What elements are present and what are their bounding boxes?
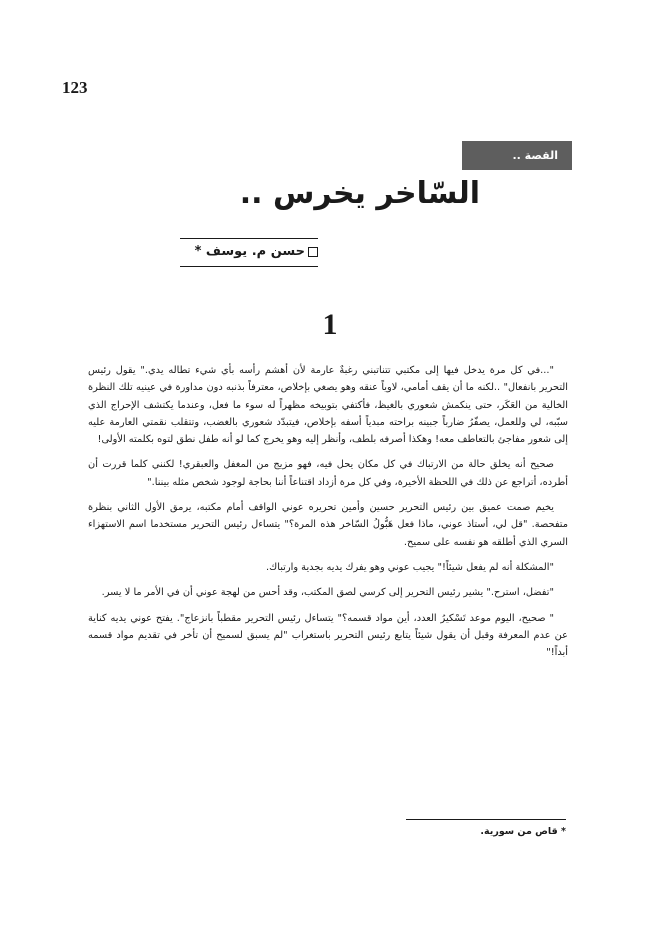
- paragraph: "تفضل، استرح." يشير رئيس التحرير إلى كرسي لصق المكتب، وقد أحس من لهجة عوني أن في الأمر ما لا يسر.: [101, 587, 554, 599]
- author-top-rule: [180, 238, 318, 239]
- author-bottom-rule: [180, 266, 318, 267]
- paragraph: يخيم صمت عميق بين رئيس التحرير حسين وأمين تحريره عوني الواقف أمام مكتبه، يرمق الأول الثاني بنظرة متفحصة. "قل لي، أستاذ عوني، ماذا فعل هَبُّولُ السّاخر هذه المرة؟" يتساءل رئيس التحرير مستخدما اسم الاستهزاء السري الذي أطلقه هو نفسه على سميح.: [88, 502, 568, 548]
- footnote-rule: [406, 819, 566, 820]
- page-number: 123: [62, 78, 88, 97]
- footnote: * قاص من سورية.: [480, 826, 566, 837]
- story-body: [88, 362, 568, 669]
- section-label: القصة ..: [462, 141, 572, 170]
- author-name: حسن م. يوسف *: [194, 244, 305, 259]
- paragraph: "...في كل مرة يدخل فيها إلى مكتبي تتناتبني رغبةٌ عارمة لأن أهشم رأسه بأي شيء تطاله يدي." يقول رئيس التحرير بانفعال" ..لكنه ما أن يقف أمامي، لاوياً عنقه وهو يصغي بإخلاص، معترفاً بذنبه دون مداورة في عينيه تلك النظرة الخالية من العَكَر، حتى ينكمش شعوري بالغيظ، فأكتفي بتوبيخه مظهراً له سوء ما فعل، وعندما يكتشف الإحراج الذي سبّبه، لي وللعمل، يصفّرُ ضارباً جبينه براحته مبدياً أسفه بإخلاص، فيتبدّد شعوري بالغضب، وتتقلب نقمتي العارمة عليه إلى شعور مفاجئ بالتعاطف معه! وهكذا أصرفه بلطف، وأنظر إليه وهو يخرج كما لو أنه طفل نطق لتوه بكلمته الأولى!: [88, 365, 568, 446]
- square-bullet-icon: [308, 247, 318, 257]
- paragraph: " صحيح، اليوم موعد تَسْكيرُ العدد، أين مواد قسمه؟" يتساءل رئيس التحرير مقطباً بانزعاج". يفتح عوني يديه كناية عن عدم المعرفة وقبل أن يقول شيئاً يتابع رئيس التحرير باستغراب "لم يسبق لسميح أن تأخر في تقديم مواد قسمه أبداً!": [88, 612, 568, 659]
- paragraph: صحيح أنه يخلق حالة من الارتباك في كل مكان يحل فيه، فهو مزيج من المغفل والعبقري! لكنني كلما قررت أن أطرده، أتراجع عن ذلك في اللحظة الأخيرة، وفي كل مرة أزداد اقتناعاً أننا بحاجة لوجود شخص مثله بيننا.": [88, 459, 568, 488]
- paragraph: "المشكلة أنه لم يفعل شيئاً!" يجيب عوني وهو يفرك يديه بجدية وارتباك.: [266, 561, 554, 573]
- story-title: السّاخر يخرس ..: [239, 176, 480, 211]
- author-byline: [160, 244, 318, 259]
- chapter-number: 1: [322, 308, 338, 341]
